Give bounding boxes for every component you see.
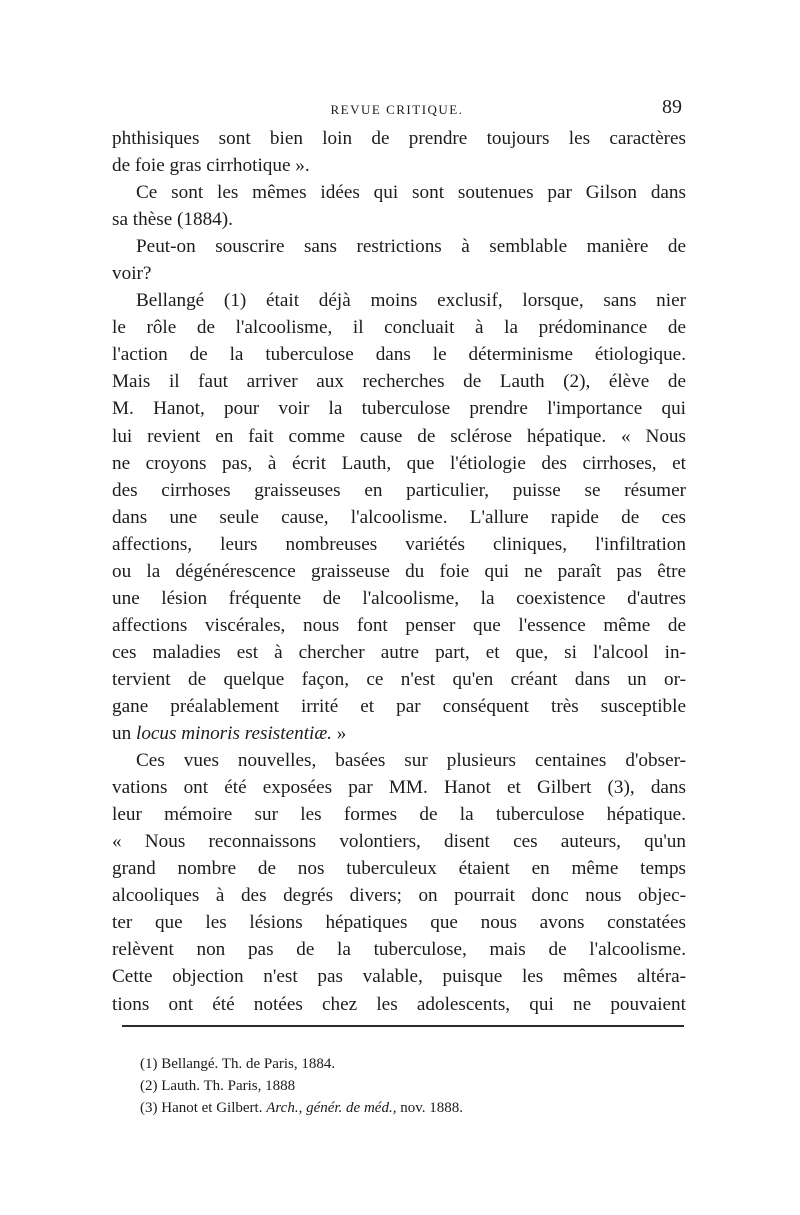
text-line: Peut-on souscrire sans restrictions à semblable manière de [136, 236, 686, 258]
text-line: Ce sont les mêmes idées qui sont soutenues par Gilson dans [136, 182, 686, 204]
text-line: lui revient en fait comme cause de sclérose hépatique. « Nous [112, 425, 686, 447]
footnote-1: (1) Bellangé. Th. de Paris, 1884. [140, 1056, 336, 1072]
text-line: affections viscérales, nous font penser que l'essence même de [112, 614, 686, 636]
text-line: le rôle de l'alcoolisme, il concluait à la prédominance de [112, 317, 686, 339]
running-title: REVUE CRITIQUE. [330, 102, 464, 117]
text-line: ne croyons pas, à écrit Lauth, que l'étiologie des cirrhoses, et [112, 452, 686, 474]
footnote-3: (3) Hanot et Gilbert. Arch., génér. de méd., nov. 1888. [140, 1100, 463, 1116]
text-line: leur mémoire sur les formes de la tuberculose hépatique. [112, 804, 686, 826]
text-line: sa thèse (1884). [112, 209, 233, 231]
text-line: affections, leurs nombreuses variétés cliniques, l'infiltration [112, 533, 686, 555]
body-text [112, 125, 686, 1018]
text-line: Cette objection n'est pas valable, puisque les mêmes altéra- [112, 966, 686, 988]
text-line: Ces vues nouvelles, basées sur plusieurs centaines d'obser- [136, 750, 686, 772]
text-line: l'action de la tuberculose dans le déterminisme étiologique. [112, 344, 686, 366]
text-line: relèvent non pas de la tuberculose, mais de l'alcoolisme. [112, 939, 686, 961]
text-line: tions ont été notées chez les adolescents, qui ne pouvaient [112, 993, 686, 1015]
text-line: « Nous reconnaissons volontiers, disent ces auteurs, qu'un [112, 831, 686, 853]
footnotes [140, 1053, 660, 1119]
text-line: grand nombre de nos tuberculeux étaient en même temps [112, 858, 686, 880]
text-line: Bellangé (1) était déjà moins exclusif, lorsque, sans nier [136, 290, 686, 312]
text-line: ter que les lésions hépatiques que nous avons constatées [112, 912, 686, 934]
text-line: M. Hanot, pour voir la tuberculose prendre l'importance qui [112, 398, 686, 420]
text-line: ces maladies est à chercher autre part, et que, si l'alcool in- [112, 641, 686, 663]
text-line: des cirrhoses graisseuses en particulier, puisse se résumer [112, 479, 686, 501]
text-line: tervient de quelque façon, ce n'est qu'en créant dans un or- [112, 668, 686, 690]
text-line: voir? [112, 263, 152, 285]
text-line: de foie gras cirrhotique ». [112, 155, 310, 177]
footnote-3-journal: Arch., génér. de méd., [266, 1100, 397, 1116]
italic-phrase: locus minoris resistentiæ. [135, 723, 332, 745]
text-line: ou la dégénérescence graisseuse du foie qui ne paraît pas être [112, 560, 686, 582]
footnote-2: (2) Lauth. Th. Paris, 1888 [140, 1078, 296, 1094]
text-line: une lésion fréquente de l'alcoolisme, la coexistence d'autres [112, 587, 686, 609]
footnote-rule [122, 1025, 684, 1027]
text-line: un locus minoris resistentiæ. » [112, 723, 347, 745]
text-line: Mais il faut arriver aux recherches de Lauth (2), élève de [112, 371, 686, 393]
text-line: alcooliques à des degrés divers; on pourrait donc nous objec- [112, 885, 686, 907]
text-line: phthisiques sont bien loin de prendre toujours les caractères [112, 128, 686, 149]
text-line: gane préalablement irrité et par conséquent très susceptible [112, 695, 686, 717]
text-line: vations ont été exposées par MM. Hanot et Gilbert (3), dans [112, 777, 686, 799]
page-number: 89 [662, 96, 682, 118]
text-line: dans une seule cause, l'alcoolisme. L'allure rapide de ces [112, 506, 686, 528]
running-head [112, 96, 682, 120]
